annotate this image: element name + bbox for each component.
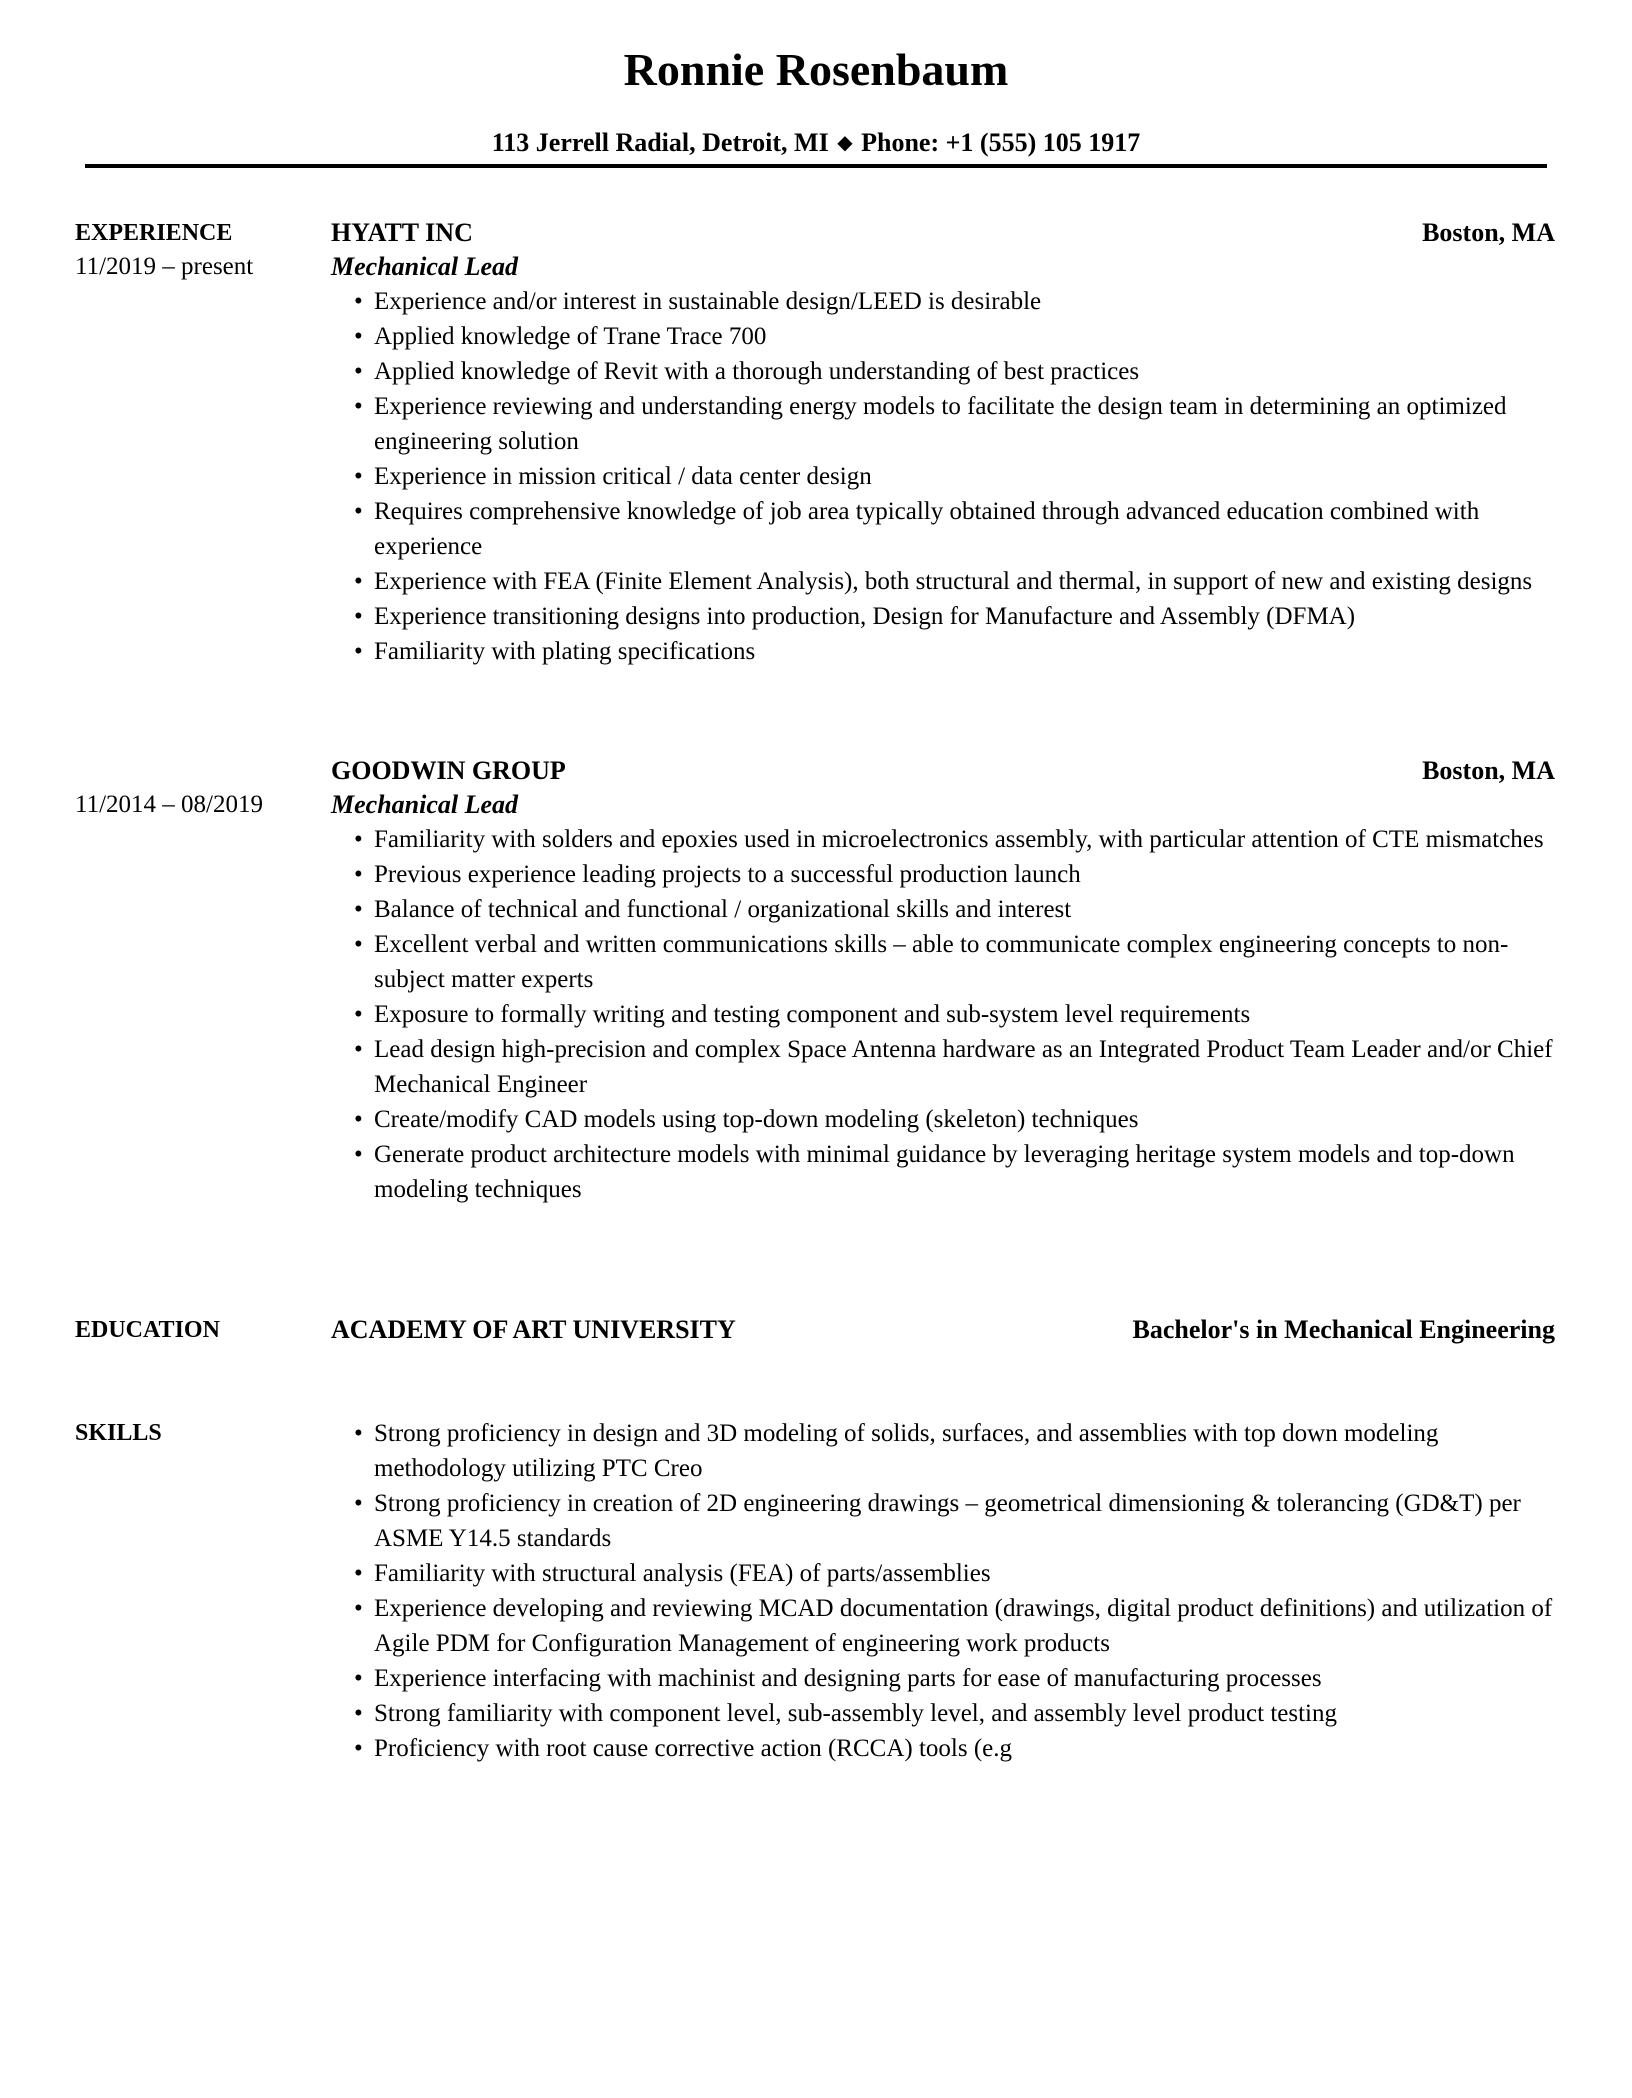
list-item: • Create/modify CAD models using top-down modeling (skeleton) techniques: [374, 1102, 1564, 1137]
bullet-icon: •: [354, 463, 363, 490]
job-company: GOODWIN GROUP: [331, 756, 566, 785]
list-item: • Experience interfacing with machinist and designing parts for ease of manufacturing processes: [374, 1661, 1564, 1696]
bullet-icon: •: [354, 1490, 363, 1517]
bullet-icon: •: [354, 1700, 363, 1727]
skills-section: [75, 1416, 1555, 1796]
section-label-experience: EXPERIENCE: [75, 220, 233, 246]
bullet-icon: •: [354, 568, 363, 595]
bullet-icon: •: [354, 826, 363, 853]
list-item: • Experience transitioning designs into production, Design for Manufacture and Assembly (DFMA): [374, 599, 1564, 634]
bullet-icon: •: [354, 638, 363, 665]
list-item: • Requires comprehensive knowledge of job area typically obtained through advanced education combined with experience: [374, 494, 1564, 564]
list-item: • Applied knowledge of Revit with a thorough understanding of best practices: [374, 354, 1564, 389]
job-title: Mechanical Lead: [331, 252, 519, 281]
bullet-icon: •: [354, 1106, 363, 1133]
list-item: • Generate product architecture models with minimal guidance by leveraging heritage system models and top-down modeling techniques: [374, 1137, 1564, 1207]
list-item: • Familiarity with plating specifications: [374, 634, 1564, 669]
address: 113 Jerrell Radial, Detroit, MI: [491, 128, 829, 157]
list-item: • Strong proficiency in design and 3D modeling of solids, surfaces, and assemblies with top down modeling methodology utilizing PTC Creo: [374, 1416, 1564, 1486]
diamond-separator-icon: ◆: [837, 132, 853, 154]
job-company: HYATT INC: [331, 218, 473, 247]
education-section: [75, 1313, 1555, 1353]
bullet-icon: •: [354, 1036, 363, 1063]
experience-section: [75, 216, 1555, 1216]
header-divider: [85, 164, 1547, 168]
list-item: • Experience and/or interest in sustainable design/LEED is desirable: [374, 284, 1564, 319]
list-item: • Previous experience leading projects to a successful production launch: [374, 857, 1564, 892]
job-dates: 11/2014 – 08/2019: [75, 791, 263, 818]
bullet-icon: •: [354, 498, 363, 525]
list-item: • Familiarity with structural analysis (FEA) of parts/assemblies: [374, 1556, 1564, 1591]
bullet-icon: •: [354, 1735, 363, 1762]
bullet-icon: •: [354, 1560, 363, 1587]
job-entry: [75, 754, 1555, 1234]
section-label-skills: SKILLS: [75, 1420, 162, 1446]
list-item: • Experience with FEA (Finite Element Analysis), both structural and thermal, in support of new and existing designs: [374, 564, 1564, 599]
bullet-icon: •: [354, 603, 363, 630]
bullet-icon: •: [354, 1595, 363, 1622]
bullet-icon: •: [354, 1001, 363, 1028]
list-item: • Experience developing and reviewing MCAD documentation (drawings, digital product definitions) and utilization of Agile PDM for Configuration Management of engineering work products: [374, 1591, 1564, 1661]
list-item: • Experience reviewing and understanding energy models to facilitate the design team in determining an optimized engineering solution: [374, 389, 1564, 459]
job-title: Mechanical Lead: [331, 790, 519, 819]
bullet-icon: •: [354, 288, 363, 315]
list-item: • Proficiency with root cause corrective action (RCCA) tools (e.g: [374, 1731, 1564, 1766]
bullet-icon: •: [354, 358, 363, 385]
education-degree: Bachelor's in Mechanical Engineering: [1132, 1315, 1555, 1344]
list-item: • Exposure to formally writing and testing component and sub-system level requirements: [374, 997, 1564, 1032]
candidate-name: Ronnie Rosenbaum: [623, 44, 1009, 95]
section-label-education: EDUCATION: [75, 1317, 220, 1343]
bullet-icon: •: [354, 323, 363, 350]
bullet-icon: •: [354, 1665, 363, 1692]
job-location: Boston, MA: [1422, 218, 1555, 247]
bullet-icon: •: [354, 1141, 363, 1168]
list-item: • Familiarity with solders and epoxies used in microelectronics assembly, with particular attention of CTE mismatches: [374, 822, 1564, 857]
list-item: • Strong proficiency in creation of 2D engineering drawings – geometrical dimensioning & tolerancing (GD&T) per ASME Y14.5 standards: [374, 1486, 1564, 1556]
job-entry: [75, 216, 1555, 716]
education-school: ACADEMY OF ART UNIVERSITY: [331, 1315, 736, 1344]
list-item: • Experience in mission critical / data center design: [374, 459, 1564, 494]
bullet-icon: •: [354, 1420, 363, 1447]
bullet-icon: •: [354, 931, 363, 958]
skills-bullet-list: [354, 1416, 1564, 1766]
phone: Phone: +1 (555) 105 1917: [861, 128, 1141, 157]
contact-line: [0, 126, 1632, 160]
bullet-icon: •: [354, 393, 363, 420]
list-item: • Excellent verbal and written communications skills – able to communicate complex engineering concepts to non-subject matter experts: [374, 927, 1564, 997]
job-location: Boston, MA: [1422, 756, 1555, 785]
bullet-icon: •: [354, 896, 363, 923]
list-item: • Balance of technical and functional / organizational skills and interest: [374, 892, 1564, 927]
list-item: • Applied knowledge of Trane Trace 700: [374, 319, 1564, 354]
job-bullet-list: [354, 822, 1564, 1207]
job-bullet-list: [354, 284, 1564, 669]
list-item: • Strong familiarity with component level, sub-assembly level, and assembly level product testing: [374, 1696, 1564, 1731]
list-item: • Lead design high-precision and complex Space Antenna hardware as an Integrated Product Team Leader and/or Chief Mechanical Engineer: [374, 1032, 1564, 1102]
bullet-icon: •: [354, 861, 363, 888]
job-dates: 11/2019 – present: [75, 253, 254, 280]
